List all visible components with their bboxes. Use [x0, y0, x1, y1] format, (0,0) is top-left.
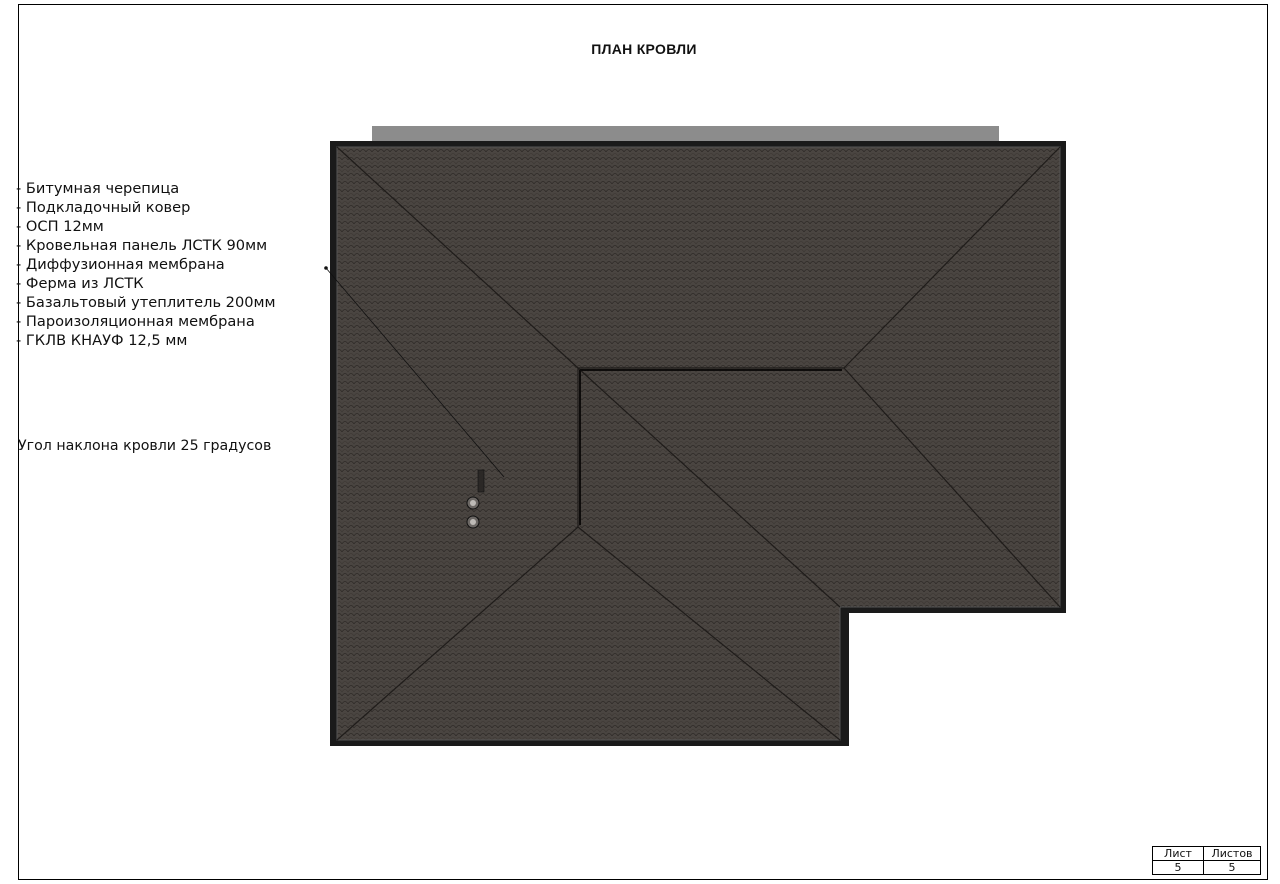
sheets-value: 5 [1204, 861, 1261, 875]
layer-item: - Битумная черепица [16, 180, 180, 197]
title-block-stamp [1152, 846, 1261, 875]
sheet-value: 5 [1153, 861, 1204, 875]
gutter-bar [372, 126, 999, 141]
layer-item: - Подкладочный ковер [16, 199, 191, 216]
layer-item: - Базальтовый утеплитель 200мм [16, 294, 276, 311]
layer-item: - ГКЛВ КНАУФ 12,5 мм [16, 332, 188, 349]
layer-item: - Диффузионная мембрана [16, 256, 225, 273]
layer-item: - Пароизоляционная мембрана [16, 313, 255, 330]
sheet-label: Лист [1153, 847, 1204, 861]
drawing-title: ПЛАН КРОВЛИ [591, 41, 697, 57]
sheets-label: Листов [1204, 847, 1261, 861]
roof-surface [337, 147, 1060, 740]
layer-item: - ОСП 12мм [16, 218, 104, 235]
roof-slope-note: Угол наклона кровли 25 градусов [18, 438, 272, 454]
layer-item: - Ферма из ЛСТК [16, 275, 144, 292]
leader-dot [324, 266, 328, 270]
layer-item: - Кровельная панель ЛСТК 90мм [16, 237, 268, 254]
